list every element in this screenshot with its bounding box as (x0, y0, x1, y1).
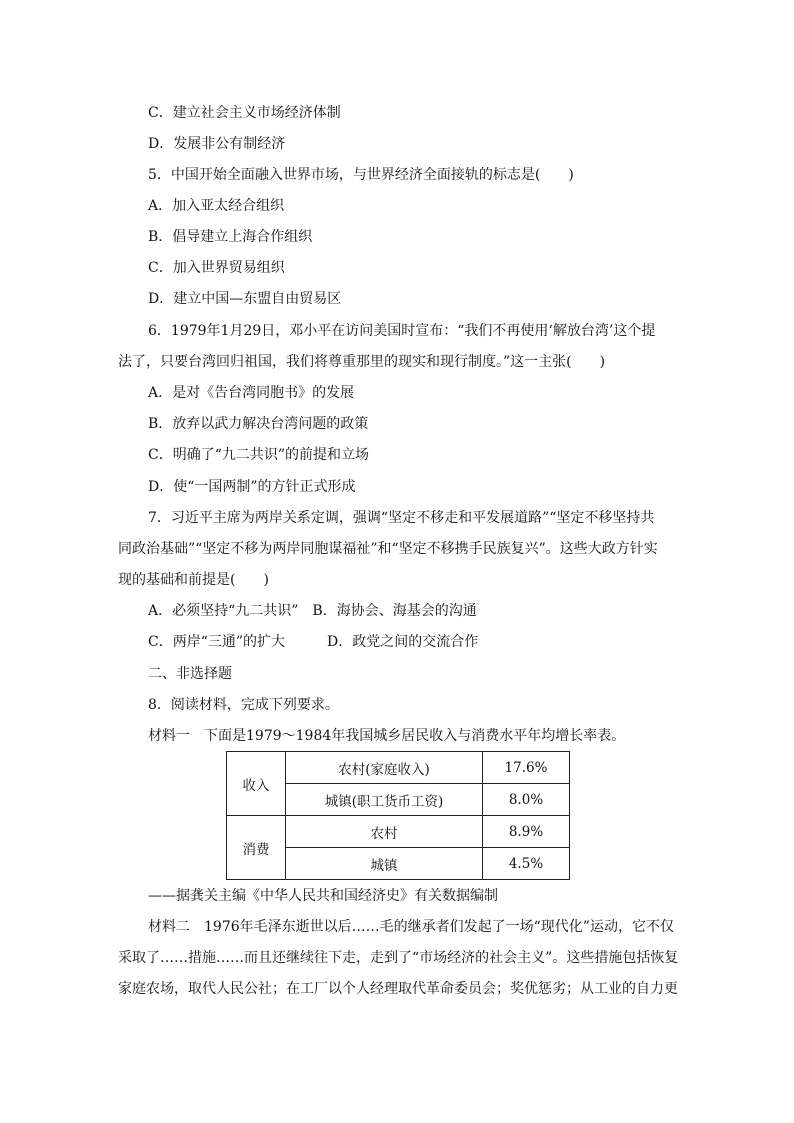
table-cell-item: 农村 (286, 816, 483, 848)
q7-stem-line1: 7．习近平主席为两岸关系定调，强调“坚定不移走和平发展道路”“坚定不移坚持共 (148, 510, 655, 526)
material2-line1: 材料二 1976年毛泽东逝世以后……毛的继承者们发起了一场“现代化”运动，它不仅 (148, 919, 674, 935)
q6-option-a: A．是对《告台湾同胞书》的发展 (148, 385, 355, 401)
material1-intro: 材料一 下面是1979～1984年我国城乡居民收入与消费水平年均增长率表。 (148, 728, 626, 744)
table-cell-item: 农村(家庭收入) (286, 752, 483, 784)
table-cell-value: 8.9% (483, 816, 570, 848)
table-cell-value: 8.0% (483, 784, 570, 816)
table-source: ——据龚关主编《中华人民共和国经济史》有关数据编制 (148, 888, 498, 904)
q7-options-row2: C．两岸“三通”的扩大 D．政党之间的交流合作 (148, 634, 479, 650)
growth-rate-table (226, 751, 570, 880)
q5-option-a: A．加入亚太经合组织 (148, 198, 285, 214)
consumption-label: 消费 (227, 816, 286, 880)
q6-option-b: B．放弃以武力解决台湾问题的政策 (148, 416, 369, 432)
table-row (227, 816, 570, 848)
q6-stem-line1: 6．1979年1月29日，邓小平在访问美国时宣布：“我们不再使用‘解放台湾’这个提 (148, 323, 656, 339)
table-cell-value: 17.6% (483, 752, 570, 784)
table-cell-item: 城镇 (286, 848, 483, 880)
q4-option-c: C．建立社会主义市场经济体制 (148, 105, 341, 121)
section-heading: 二、非选择题 (148, 666, 232, 682)
q5-option-b: B．倡导建立上海合作组织 (148, 229, 313, 245)
q5-option-d: D．建立中国—东盟自由贸易区 (148, 291, 342, 307)
table-cell-value: 4.5% (483, 848, 570, 880)
income-label: 收入 (227, 752, 286, 816)
q5-option-c: C．加入世界贸易组织 (148, 260, 285, 276)
q5-stem: 5．中国开始全面融入世界市场，与世界经济全面接轨的标志是( ) (148, 167, 574, 183)
material2-line3: 家庭农场，取代人民公社；在工厂以个人经理取代革命委员会；奖优惩劣；从工业的自力更 (118, 981, 678, 997)
q8-stem: 8．阅读材料，完成下列要求。 (148, 697, 339, 713)
q7-options-row1: A．必须坚持“九二共识” B．海协会、海基会的沟通 (148, 603, 477, 619)
material2-line2: 采取了……措施……而且还继续往下走，走到了“市场经济的社会主义”。这些措施包括恢复 (118, 950, 679, 966)
q7-stem-line2: 同政治基础”“坚定不移为两岸同胞谋福祉”和“坚定不移携手民族复兴”。这些大政方针实 (118, 541, 658, 557)
q6-option-c: C．明确了“九二共识”的前提和立场 (148, 447, 370, 463)
table-row (227, 752, 570, 784)
q4-option-d: D．发展非公有制经济 (148, 136, 286, 152)
q6-stem-line2: 法了，只要台湾回归祖国，我们将尊重那里的现实和现行制度。”这一主张( ) (118, 354, 606, 370)
q6-option-d: D．使“一国两制”的方针正式形成 (148, 479, 356, 495)
q7-stem-line3: 现的基础和前提是( ) (118, 572, 269, 588)
table-cell-item: 城镇(职工货币工资) (286, 784, 483, 816)
